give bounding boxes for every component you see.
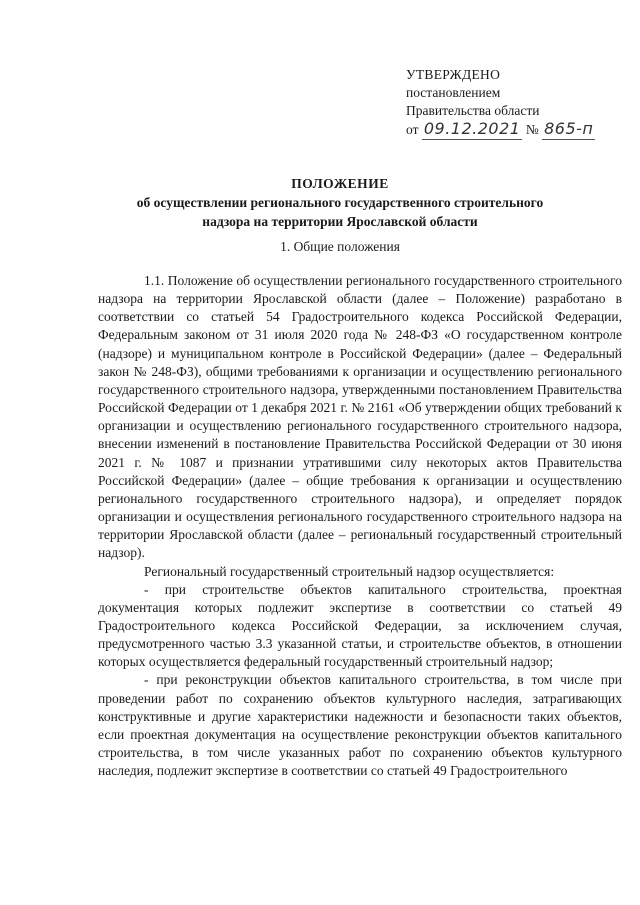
approval-line-government: Правительства области: [406, 103, 540, 118]
approval-date: 09.12.2021: [423, 119, 521, 138]
section-title: 1. Общие положения: [280, 239, 400, 254]
approval-date-line: [406, 120, 626, 140]
approval-title: УТВЕРЖДЕНО: [406, 67, 501, 82]
approval-stamp: [406, 66, 626, 140]
paragraph-construction: - при строительстве объектов капитального строительства, проектная документация которых подлежит экспертизе в соответствии со статьей 49 Градостроительного кодекса Российской Федерации, за исключением случая, предусмотренного частью 3.3 указанной статьи, и строительстве объектов, в отношении которых осуществляется федеральный государственный строительный надзор;: [98, 581, 622, 670]
document-body: [98, 272, 622, 780]
paragraph-supervision-intro: Региональный государственный строительный надзор осуществляется:: [144, 563, 555, 579]
document-subtitle-line2: надзора на территории Ярославской области: [202, 214, 478, 229]
document-subtitle-line1: об осуществлении регионального государственного строительного: [136, 195, 544, 210]
document-heading: [60, 174, 620, 231]
document-title: ПОЛОЖЕНИЕ: [291, 176, 389, 191]
approval-from-prefix: от: [406, 122, 419, 137]
approval-number-prefix: №: [525, 122, 539, 137]
paragraph-1-1: 1.1. Положение об осуществлении регионального государственного строительного надзора на территории Ярославской области (далее – Положение) разработано в соответствии со статьей 54 Градостроительного кодекса Российской Федерации, Федеральным законом от 31 июля 2020 года № 248-ФЗ «О государственном контроле (надзоре) и муниципальном контроле в Российской Федерации» (далее – Федеральный закон № 248-ФЗ), общими требованиями к организации и осуществлению регионального государственного строительного надзора, утвержденными постановлением Правительства Российской Федерации от 1 декабря 2021 г. № 2161 «Об утверждении общих требований к организации и осуществлению регионального государственного строительного надзора, внесении изменений в постановление Правительства Российской Федерации от 30 июня 2021 г. № 1087 и признании утратившими силу некоторых актов Правительства Российской Федерации» (далее – общие требования к организации и осуществлению регионального государственного строительного надзора), и определяет порядок организации и осуществления регионального государственного строительного надзора на территории Ярославской области (далее – региональный государственный строительный надзор).: [98, 273, 622, 561]
approval-number: 865-п: [544, 119, 594, 138]
approval-line-resolution: постановлением: [406, 85, 501, 100]
paragraph-reconstruction: - при реконструкции объектов капитального строительства, в том числе при проведении работ по сохранению объектов культурного наследия, затрагивающих конструктивные и другие характеристики надежности и безопасности таких объектов, если проектная документация на осуществление реконструкции объектов капитального строительства, в том числе указанных работ по сохранению объектов культурного наследия, подлежит экспертизе в соответствии со статьей 49 Градостроительного: [98, 672, 622, 779]
